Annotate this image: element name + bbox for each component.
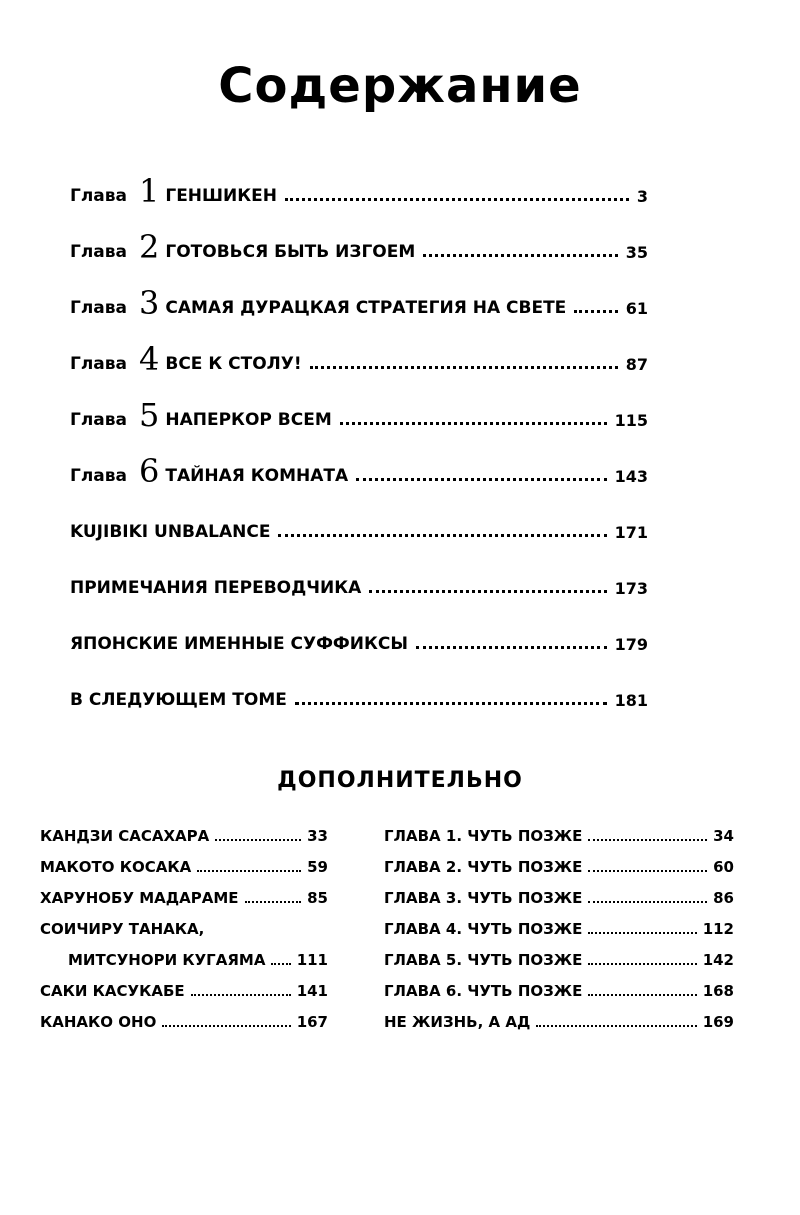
extras-entry [40,814,328,845]
dot-leader [588,932,696,934]
extras-label: САКИ КАСУКАБЕ [40,982,185,1000]
extras-entry [40,907,328,938]
dot-leader [423,254,617,257]
toc-entry [70,430,648,490]
extras-label: ГЛАВА 5. ЧУТЬ ПОЗЖЕ [384,951,583,969]
chapter-number: 3 [139,284,160,322]
section-name: KUJIBIKI UNBALANCE [70,522,271,542]
extras-entry [384,876,734,907]
dot-leader [340,422,607,425]
extras-entry [384,938,734,969]
chapter-prefix: Глава [70,242,127,262]
extras-label: ГЛАВА 1. ЧУТЬ ПОЗЖЕ [384,827,583,845]
dot-leader [278,534,606,537]
chapter-name: САМАЯ ДУРАЦКАЯ СТРАТЕГИЯ НА СВЕТЕ [165,298,567,318]
extras-entry [384,845,734,876]
dot-leader [285,198,629,201]
page-number: 112 [702,920,734,938]
toc-entry [70,486,648,542]
dot-leader [295,702,607,705]
chapter-name: ГЕНШИКЕН [165,186,277,206]
chapter-name: ГОТОВЬСЯ БЫТЬ ИЗГОЕМ [165,242,416,262]
toc-entry [70,262,648,322]
chapter-prefix: Глава [70,410,127,430]
extras-entry [40,845,328,876]
page-number: 167 [296,1013,328,1031]
page-number: 169 [702,1013,734,1031]
extras-entry [384,907,734,938]
extras-entry [384,814,734,845]
dot-leader [356,478,606,481]
page-number: 179 [614,635,648,654]
chapter-number: 2 [139,228,160,266]
toc-entry [70,542,648,598]
toc-list [70,150,648,710]
dot-leader [310,366,618,369]
chapter-prefix: Глава [70,186,127,206]
dot-leader [588,963,696,965]
page-number: 33 [307,827,328,845]
extras-entry [40,1000,328,1031]
extras-entry [40,876,328,907]
toc-entry [70,318,648,378]
chapter-prefix: Глава [70,298,127,318]
page-number: 3 [636,187,648,206]
page-number: 59 [307,858,328,876]
page-number: 111 [296,951,328,969]
section-name: ПРИМЕЧАНИЯ ПЕРЕВОДЧИКА [70,578,362,598]
dot-leader [191,994,291,996]
dot-leader [245,901,302,903]
page-number: 141 [296,982,328,1000]
page-number: 86 [713,889,734,907]
section-name: В СЛЕДУЮЩЕМ ТОМЕ [70,690,287,710]
dot-leader [215,839,301,841]
page-number: 60 [713,858,734,876]
chapter-number: 5 [139,396,160,434]
dot-leader [369,590,606,593]
extras-label: ГЛАВА 4. ЧУТЬ ПОЗЖЕ [384,920,583,938]
page-number: 181 [614,691,648,710]
extras-entry [384,1000,734,1031]
extras-label: ГЛАВА 3. ЧУТЬ ПОЗЖЕ [384,889,583,907]
toc-entry [70,374,648,434]
extras-right-column [384,814,734,1031]
toc-entry [70,598,648,654]
page-number: 34 [713,827,734,845]
page-number: 171 [614,523,648,542]
dot-leader [574,310,617,313]
extras-label: НЕ ЖИЗНЬ, А АД [384,1013,531,1031]
toc-entry [70,206,648,266]
chapter-name: ТАЙНАЯ КОМНАТА [165,466,349,486]
extras-label: ГЛАВА 6. ЧУТЬ ПОЗЖЕ [384,982,583,1000]
dot-leader [588,870,707,872]
page-number: 115 [614,411,648,430]
dot-leader [588,994,696,996]
extras-entry [40,938,328,969]
extras-label: КАНДЗИ САСАХАРА [40,827,210,845]
extras-label: МИТСУНОРИ КУГАЯМА [68,951,266,969]
chapter-number: 4 [139,340,160,378]
page-number: 173 [614,579,648,598]
page-number: 35 [625,243,648,262]
page-title: Содержание [218,58,582,114]
chapter-name: ВСЕ К СТОЛУ! [165,354,302,374]
toc-entry [70,150,648,210]
extras-label: КАНАКО ОНО [40,1013,157,1031]
chapter-number: 6 [139,452,160,490]
chapter-number: 1 [139,172,160,210]
extras-label: ГЛАВА 2. ЧУТЬ ПОЗЖЕ [384,858,583,876]
dot-leader [197,870,301,872]
page-number: 143 [614,467,648,486]
extras-label: ХАРУНОБУ МАДАРАМЕ [40,889,239,907]
extras-entry [384,969,734,1000]
dot-leader [536,1025,696,1027]
page-number: 61 [625,299,648,318]
extras-entry [40,969,328,1000]
toc-entry [70,654,648,710]
page-number: 87 [625,355,648,374]
chapter-name: НАПЕРКОР ВСЕМ [165,410,332,430]
extras-left-column [40,814,328,1031]
extras-label: МАКОТО КОСАКА [40,858,192,876]
dot-leader [588,839,707,841]
dot-leader [271,963,290,965]
chapter-prefix: Глава [70,466,127,486]
page-number: 85 [307,889,328,907]
page-number: 142 [702,951,734,969]
dot-leader [416,646,607,649]
section-name: ЯПОНСКИЕ ИМЕННЫЕ СУФФИКСЫ [70,634,408,654]
dot-leader [162,1025,290,1027]
page-number: 168 [702,982,734,1000]
extras-title: ДОПОЛНИТЕЛЬНО [277,768,523,793]
chapter-prefix: Глава [70,354,127,374]
dot-leader [588,901,707,903]
extras-label: СОИЧИРУ ТАНАКА, [40,920,205,938]
